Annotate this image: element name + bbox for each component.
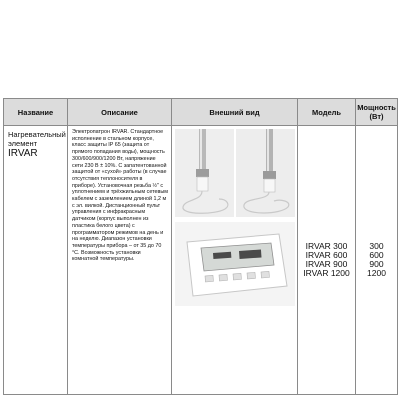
heating-element-photo-left — [175, 129, 234, 217]
product-view-cell — [172, 126, 298, 395]
product-brand: IRVAR — [8, 148, 38, 159]
remote-control-photo — [175, 222, 295, 306]
product-name-cell — [4, 126, 68, 395]
model-item: IRVAR 900 — [305, 259, 348, 269]
header-name: Название — [4, 99, 68, 126]
header-model: Модель — [298, 99, 356, 126]
power-list — [356, 242, 397, 278]
product-description-cell — [68, 126, 172, 395]
header-description: Описание — [68, 99, 172, 126]
product-spec-sheet — [3, 98, 397, 390]
header-power: Мощность (Вт) — [356, 99, 398, 126]
product-description: Электропатрон IRVAR. Стандартное исполнение в стальном корпусе, класс защиты IP 65 (защита от прямого попадания воды), мощность 300/600/900/1200 Вт, напряжение сети 230 В ± 10%. С запатентованной защитой от «сухой» работы (в случае отсутствия теплоносителя в приборе). Установочная резьба ½" с уплотнением и трёхжильным сетевым кабелем с заземлением длиной 1,2 м с эл. вилкой. Дистанционный пульт управления с инфракрасным датчиком (корпус выполнен из пластика белого цвета) с программатором режимов на день и на неделю. Диапазон установки температуры прибора – от 35 до 70 °C. Возможность установки комнатной температуры. — [72, 129, 168, 263]
heating-element-photo-right — [236, 129, 295, 217]
model-cell — [298, 126, 356, 395]
power-item: 300 — [369, 241, 384, 251]
power-item: 900 — [369, 259, 384, 269]
header-view: Внешний вид — [172, 99, 298, 126]
table-row — [4, 126, 398, 395]
power-cell — [356, 126, 398, 395]
power-item: 1200 — [367, 268, 386, 278]
table-header-row — [4, 99, 398, 126]
spec-table — [3, 98, 398, 395]
model-item: IRVAR 600 — [305, 250, 348, 260]
power-item: 600 — [369, 250, 384, 260]
model-item: IRVAR 1200 — [303, 268, 350, 278]
model-list — [298, 242, 355, 278]
product-name: Нагревательный элемент — [8, 130, 66, 148]
model-item: IRVAR 300 — [305, 241, 348, 251]
